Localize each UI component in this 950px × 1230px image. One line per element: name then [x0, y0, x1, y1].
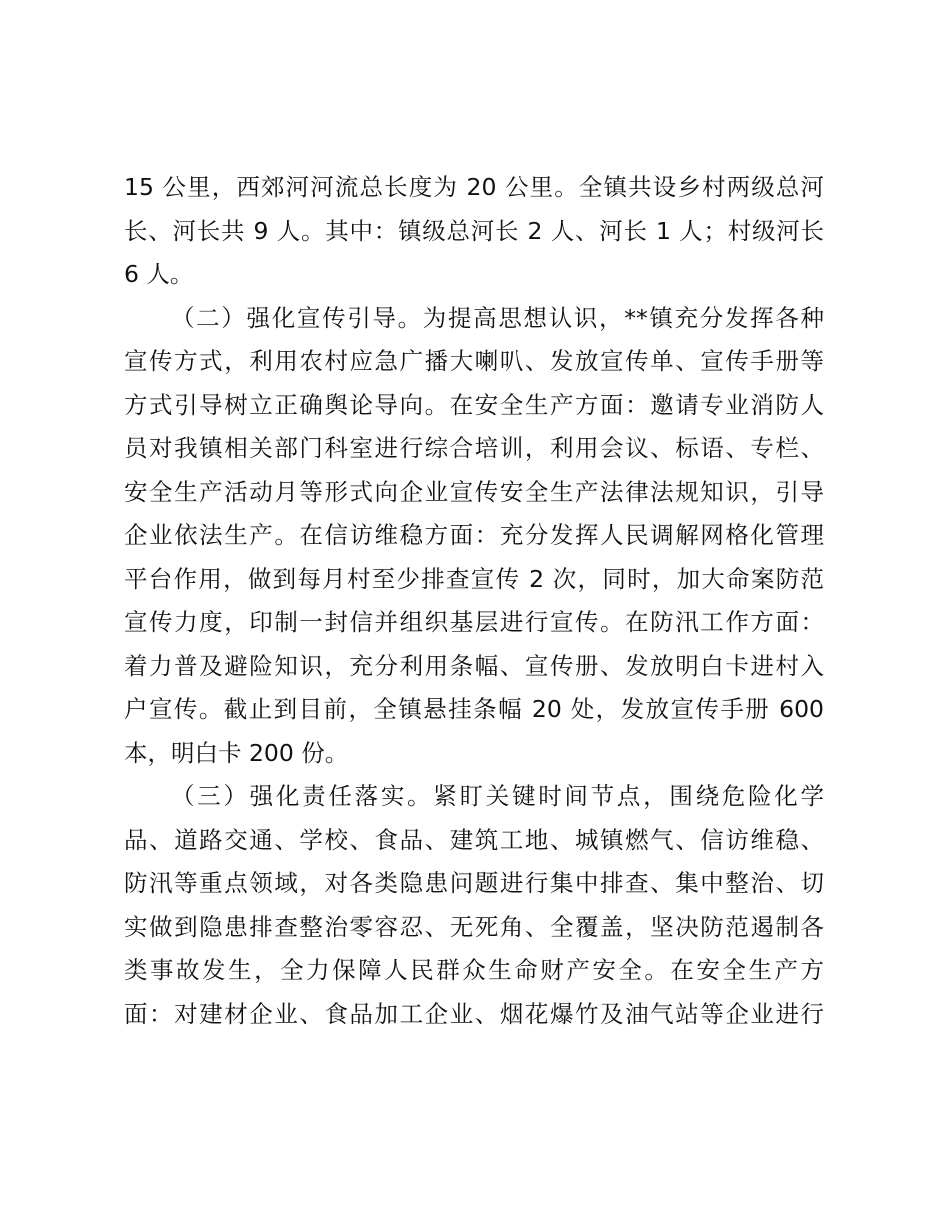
text-line: 本，明白卡 200 份。	[124, 738, 349, 767]
text-line: 防汛等重点领域，对各类隐患问题进行集中排查、集中整治、切	[124, 869, 824, 897]
text-line: 品、道路交通、学校、食品、建筑工地、城镇燃气、信访维稳、	[124, 825, 824, 854]
text-line: 企业依法生产。在信访维稳方面：充分发挥人民调解网格化管理	[124, 521, 824, 549]
text-line: 15 公里，西郊河河流总长度为 20 公里。全镇共设乡村两级总河	[124, 173, 824, 201]
section-heading-line: （三）强化责任落实。紧盯关键时间节点，围绕危险化学	[171, 782, 824, 810]
text-line: 安全生产活动月等形式向企业宣传安全生产法律法规知识，引导	[124, 477, 824, 506]
text-line: 类事故发生，全力保障人民群众生命财产安全。在安全生产方	[124, 956, 824, 984]
text-line: 方式引导树立正确舆论导向。在安全生产方面：邀请专业消防人	[124, 390, 824, 419]
section-heading-line: （二）强化宣传引导。为提高思想认识，**镇充分发挥各种	[171, 303, 824, 332]
text-line: 着力普及避险知识，充分利用条幅、宣传册、发放明白卡进村入	[124, 651, 824, 680]
text-line: 员对我镇相关部门科室进行综合培训，利用会议、标语、专栏、	[124, 434, 824, 462]
text-line: 平台作用，做到每月村至少排查宣传 2 次，同时，加大命案防范	[124, 564, 824, 593]
text-line: 面：对建材企业、食品加工企业、烟花爆竹及油气站等企业进行	[124, 999, 824, 1028]
text-line: 宣传方式，利用农村应急广播大喇叭、发放宣传单、宣传手册等	[124, 347, 824, 375]
body-text	[124, 166, 824, 1036]
text-line: 实做到隐患排查整治零容忍、无死角、全覆盖，坚决防范遏制各	[124, 912, 824, 941]
text-line: 户宣传。截止到目前，全镇悬挂条幅 20 处，发放宣传手册 600	[124, 695, 824, 723]
text-line: 长、河长共 9 人。其中：镇级总河长 2 人、河长 1 人；村级河长	[124, 216, 824, 245]
text-line: 宣传力度，印制一封信并组织基层进行宣传。在防汛工作方面：	[124, 608, 824, 636]
text-line: 6 人。	[124, 260, 194, 288]
